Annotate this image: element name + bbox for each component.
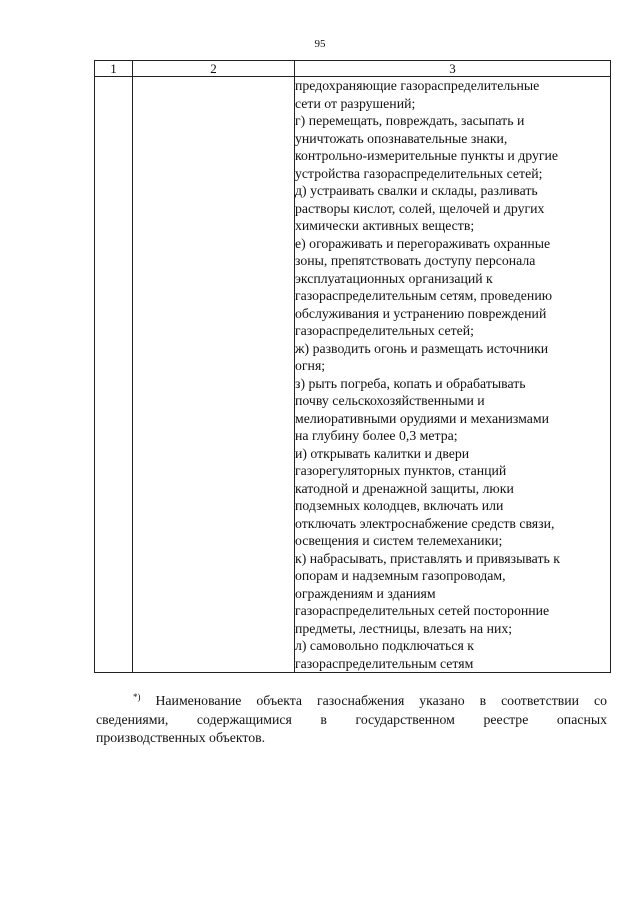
cell-col-2 bbox=[133, 77, 295, 673]
requirements-table bbox=[94, 60, 611, 673]
text-line: ограждениям и зданиям bbox=[295, 585, 436, 601]
text-line: опорам и надземным газопроводам, bbox=[295, 568, 506, 583]
text-line: эксплуатационных организаций к bbox=[295, 270, 493, 286]
text-line: растворы кислот, солей, щелочей и других bbox=[295, 200, 545, 216]
footnote-text-1: Наименование объекта газоснабжения указано в соответствии со bbox=[155, 693, 608, 708]
text-line: мелиоративными орудиями и механизмами bbox=[295, 410, 550, 426]
text-line: на глубину более 0,3 метра; bbox=[295, 428, 458, 443]
text-line: устройства газораспределительных сетей; bbox=[295, 165, 543, 181]
table-row bbox=[95, 77, 611, 673]
text-line: г) перемещать, повреждать, засыпать и bbox=[295, 113, 525, 128]
text-line: уничтожать опознавательные знаки, bbox=[295, 130, 508, 146]
text-line: катодной и дренажной защиты, люки bbox=[295, 480, 514, 496]
text-line: предохраняющие газораспределительные bbox=[295, 78, 540, 93]
footnote-line-3: производственных объектов. bbox=[96, 730, 266, 745]
text-line: газораспределительных сетей; bbox=[295, 323, 474, 338]
text-line: газораспределительным сетям, проведению bbox=[295, 288, 553, 303]
text-line: и) открывать калитки и двери bbox=[295, 445, 470, 461]
text-line: отключать электроснабжение средств связи, bbox=[295, 515, 555, 531]
text-line: огня; bbox=[295, 358, 326, 373]
table-header-row bbox=[95, 61, 611, 77]
text-line: сети от разрушений; bbox=[295, 95, 416, 111]
text-line: ж) разводить огонь и размещать источники bbox=[295, 340, 549, 356]
column-header-2: 2 bbox=[133, 61, 295, 77]
text-line: газораспределительным сетям bbox=[295, 655, 474, 671]
footnote bbox=[96, 692, 607, 748]
page-number: 95 bbox=[314, 38, 326, 50]
text-line: газорегуляторных пунктов, станций bbox=[295, 463, 507, 478]
text-line: контрольно-измерительные пункты и другие bbox=[295, 148, 559, 163]
cell-col-3 bbox=[295, 77, 611, 673]
text-line: газораспределительных сетей посторонние bbox=[295, 603, 550, 618]
cell-col-1 bbox=[95, 77, 133, 673]
text-line: з) рыть погреба, копать и обрабатывать bbox=[295, 375, 526, 391]
text-line: л) самовольно подключаться к bbox=[295, 638, 474, 653]
text-line: д) устраивать свалки и склады, разливать bbox=[295, 183, 538, 198]
footnote-line-1 bbox=[96, 692, 607, 711]
footnote-marker: *) bbox=[133, 692, 141, 702]
footnote-line-2: сведениями, содержащимися в государственном реестре опасных bbox=[96, 711, 607, 727]
text-line: предметы, лестницы, влезать на них; bbox=[295, 620, 513, 636]
text-line: к) набрасывать, приставлять и привязывать к bbox=[295, 550, 560, 566]
text-line: обслуживания и устранению повреждений bbox=[295, 305, 547, 321]
text-line: подземных колодцев, включать или bbox=[295, 498, 504, 513]
text-line: е) огораживать и перегораживать охранные bbox=[295, 235, 551, 251]
text-line: химически активных веществ; bbox=[295, 218, 475, 233]
column-header-3: 3 bbox=[295, 61, 611, 77]
text-line: почву сельскохозяйственными и bbox=[295, 393, 485, 408]
text-line: зоны, препятствовать доступу персонала bbox=[295, 253, 536, 268]
column-header-1: 1 bbox=[95, 61, 133, 77]
text-line: освещения и систем телемеханики; bbox=[295, 533, 503, 548]
